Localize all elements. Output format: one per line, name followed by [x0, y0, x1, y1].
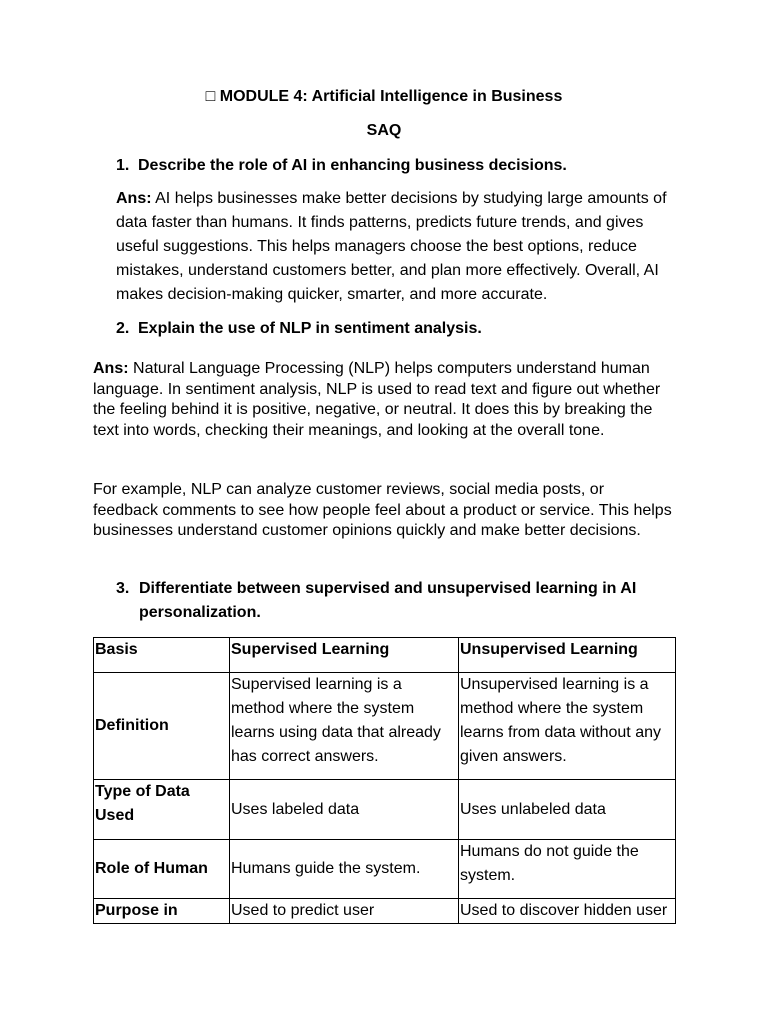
table-row	[94, 840, 676, 899]
table-row	[94, 780, 676, 840]
table-cell: Humans guide the system.	[230, 840, 459, 899]
table-row	[94, 899, 676, 924]
table-row-basis: Purpose in	[94, 899, 230, 924]
question-2	[116, 317, 482, 341]
table-cell: Uses unlabeled data	[459, 780, 676, 840]
question-1-number: 1.	[116, 157, 130, 174]
table-cell: Used to predict user	[230, 899, 459, 924]
answer-2-text: Natural Language Processing (NLP) helps computers understand human language. In sentiment analysis, NLP is used to read text and figure out whether the feeling behind it is positive, negative, or neutral. It does this by breaking the text into words, checking their meanings, and looking at the overall tone.	[93, 360, 661, 439]
table-row	[94, 673, 676, 780]
question-3-number: 3.	[116, 580, 130, 597]
question-3	[116, 577, 676, 625]
question-3-text: Differentiate between supervised and unsupervised learning in AI personalization.	[139, 580, 637, 621]
question-2-number: 2.	[116, 320, 130, 337]
table-row-basis: Role of Human	[94, 840, 230, 899]
table-row-basis: Definition	[94, 673, 230, 780]
question-1-text: Describe the role of AI in enhancing business decisions.	[138, 157, 567, 174]
section-label: SAQ	[366, 122, 402, 139]
table-cell: Unsupervised learning is a method where the system learns from data without any given answers.	[459, 673, 676, 780]
answer-1-text: AI helps businesses make better decisions by studying large amounts of data faster than humans. It finds patterns, predicts future trends, and gives useful suggestions. This helps managers choose the best options, reduce mistakes, understand customers better, and plan more effectively. Overall, AI makes decision-making quicker, smarter, and more accurate.	[116, 190, 667, 303]
table-cell: Humans do not guide the system.	[459, 840, 676, 899]
table-row-basis: Type of Data Used	[94, 780, 230, 840]
module-title: □ MODULE 4: Artificial Intelligence in Business	[205, 88, 563, 105]
table-header-cell: Basis	[94, 638, 230, 673]
answer-2-label: Ans:	[93, 360, 129, 377]
comparison-table	[93, 637, 676, 924]
answer-2-example: For example, NLP can analyze customer reviews, social media posts, or feedback comments to see how people feel about a product or service. This helps businesses understand customer opinions quickly and make better decisions.	[93, 481, 672, 540]
table-cell: Supervised learning is a method where the system learns using data that already has correct answers.	[230, 673, 459, 780]
answer-1	[116, 187, 682, 307]
table-header-cell: Unsupervised Learning	[459, 638, 676, 673]
table-cell: Uses labeled data	[230, 780, 459, 840]
answer-2	[93, 359, 673, 441]
table-cell: Used to discover hidden user	[459, 899, 676, 924]
question-2-text: Explain the use of NLP in sentiment analysis.	[138, 320, 482, 337]
question-1	[116, 154, 567, 178]
table-header-row	[94, 638, 676, 673]
table-header-cell: Supervised Learning	[230, 638, 459, 673]
answer-1-label: Ans:	[116, 190, 152, 207]
